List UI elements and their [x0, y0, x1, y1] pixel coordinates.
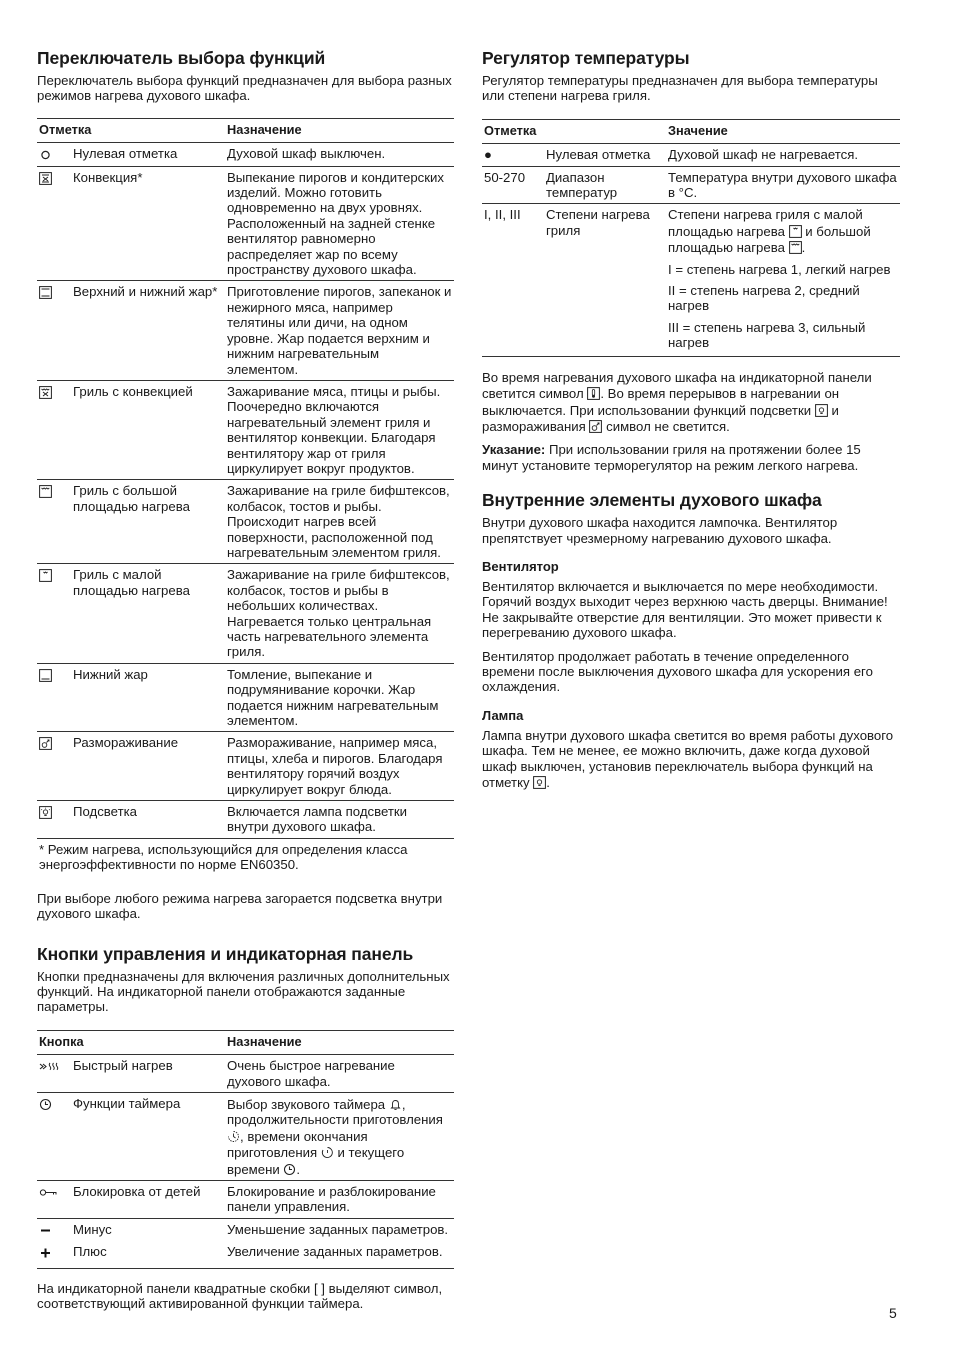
grill-level-1: I = степень нагрева 1, легкий нагрев — [668, 261, 891, 277]
bottom-heat-icon — [39, 669, 52, 682]
row-label: Гриль с большой площадью нагрева — [71, 480, 225, 564]
buttons-intro: Кнопки предназначены для включения различных дополнительных функций. На индикаторной панели отображаются заданные параметры. — [37, 968, 450, 1015]
grill-large-icon — [39, 485, 52, 498]
table-row — [482, 204, 900, 356]
row-desc: Уменьшение заданных параметров. — [227, 1221, 449, 1237]
table-row — [37, 480, 454, 564]
temperature-table — [482, 119, 900, 357]
end-time-icon — [321, 1146, 334, 1159]
buttons-table-header-button: Кнопка — [37, 1030, 225, 1054]
buttons-table — [37, 1030, 454, 1269]
row-label: Минус — [73, 1221, 112, 1237]
table-row — [37, 1092, 454, 1180]
row-desc: Увеличение заданных параметров. — [225, 1241, 454, 1268]
function-selector-intro: Переключатель выбора функций предназначен для выбора разных режимов нагрева духового шкафа. — [37, 73, 452, 104]
desc-part: и большой площадью нагрева — [668, 223, 871, 256]
table-row — [482, 166, 900, 204]
desc-part: , времени окончания приготовления — [227, 1128, 368, 1161]
temperature-table-header-mark: Отметка — [482, 119, 666, 143]
row-desc: Зажаривание мяса, птицы и рыбы. Поочередно включаются нагревательный элемент гриля и вентилятор конвекции. Благодаря вентилятору жар от гриля циркулирует вокруг продуктов. — [225, 380, 454, 479]
row-desc: Выпекание пирогов и кондитерских изделий. Можно готовить одновременно на двух уровнях. Расположенный на задней стенке вентилятор равномерно распределяет жар по всему пространству духового шкафа. — [225, 166, 454, 281]
row-desc: Зажаривание на гриле бифштексов, колбасок, тостов и рыбы. Происходит нагрев всей поверхности, расположенной под нагревательным элементом гриля. — [225, 480, 454, 564]
table-row — [37, 564, 454, 663]
function-note: При выборе любого режима нагрева загорается подсветка внутри духового шкафа. — [37, 890, 443, 922]
clock-icon — [283, 1163, 296, 1176]
lamp-title: Лампа — [482, 707, 524, 723]
desc-part: . — [801, 240, 806, 256]
convection-icon — [39, 172, 52, 185]
fast-heat-icon — [39, 1060, 65, 1073]
table-row — [37, 663, 454, 732]
grill-level-3: III = степень нагрева 3, сильный нагрев — [668, 319, 866, 351]
key-icon — [39, 1186, 59, 1199]
page-number: 5 — [889, 1305, 897, 1321]
row-desc — [225, 1092, 454, 1180]
row-desc: Духовой шкаф выключен. — [225, 143, 454, 166]
fan-title: Вентилятор — [482, 558, 559, 574]
note-part: символ не светится. — [602, 418, 730, 434]
row-desc: Зажаривание на гриле бифштексов, колбасок, тостов и рыбы в небольших количествах. Нагревается только центральная часть нагревательного элемента гриля. — [225, 564, 454, 663]
function-table — [37, 118, 454, 839]
row-label: Подсветка — [71, 801, 225, 839]
lamp-icon — [533, 776, 546, 789]
note-part: Во время нагревания духового шкафа на индикаторной панели светится символ — [482, 369, 872, 402]
hint-text: При использовании гриля на протяжении более 15 минут установите терморегулятор на режим легкого нагрева. — [482, 442, 861, 473]
temperature-note — [482, 370, 900, 435]
function-table-header-mark: Отметка — [37, 118, 225, 142]
row-desc: Температура внутри духового шкафа в °C. — [666, 166, 900, 204]
desc-part: и текущего времени — [227, 1145, 405, 1177]
row-label: Нижний жар — [71, 663, 225, 732]
row-desc — [666, 204, 900, 356]
row-label: Степени нагрева гриля — [544, 204, 666, 356]
row-desc: Блокирование и разблокирование панели управления. — [225, 1180, 454, 1218]
inner-elements-title: Внутренние элементы духового шкафа — [482, 490, 822, 511]
row-label: Верхний и нижний жар* — [71, 281, 225, 380]
lamp-text: Лампа внутри духового шкафа светится во время работы духового шкафа. Тем не менее, ее можно включить, даже когда духовой шкаф выключен, установив переключатель выбора функций на отметку — [482, 727, 894, 790]
row-mark: ● — [482, 144, 544, 166]
table-row — [37, 281, 454, 380]
row-label: Быстрый нагрев — [71, 1055, 225, 1093]
thermometer-icon — [587, 387, 600, 400]
row-label: Нулевая отметка — [544, 144, 666, 166]
defrost-icon — [589, 420, 602, 433]
row-mark: 50-270 — [482, 166, 544, 204]
table-row — [37, 380, 454, 479]
row-label: Диапазон температур — [544, 166, 666, 204]
row-label: Плюс — [71, 1241, 225, 1268]
row-label: Гриль с конвекцией — [71, 380, 225, 479]
buttons-note: На индикаторной панели квадратные скобки [ ] выделяют символ, соответствующий активированной функции таймера. — [37, 1280, 443, 1311]
hint-label: Указание: — [482, 442, 546, 458]
top-bottom-heat-icon — [39, 286, 52, 299]
desc-part: Степени нагрева гриля с малой площадью нагрева — [668, 207, 863, 239]
row-label: Размораживание — [71, 732, 225, 801]
desc-part: , продолжительности приготовления — [227, 1096, 443, 1128]
row-label: Конвекция* — [71, 166, 225, 281]
row-label: Функции таймера — [71, 1092, 225, 1180]
buttons-table-header-purpose: Назначение — [225, 1030, 454, 1054]
grill-level-2: II = степень нагрева 2, средний нагрев — [668, 283, 860, 314]
row-label: Гриль с малой площадью нагрева — [71, 564, 225, 663]
fan-paragraph-1: Вентилятор включается и выключается по мере необходимости. Горячий воздух выходит через верхнюю часть дверцы. Внимание! Не закрывайте отверстие для вентиляции. Это может привести к перегреванию духового шкафа. — [482, 578, 888, 641]
table-row — [37, 166, 454, 281]
table-row — [37, 732, 454, 801]
buttons-title: Кнопки управления и индикаторная панель — [37, 943, 414, 964]
row-desc: Включается лампа подсветки внутри духового шкафа. — [225, 801, 454, 839]
table-row — [482, 144, 900, 166]
lamp-text-end: . — [546, 775, 550, 790]
grill-small-icon — [39, 569, 52, 582]
left-column — [37, 48, 454, 1311]
defrost-icon — [39, 737, 52, 750]
note-part: и размораживания — [482, 402, 839, 434]
function-selector-title: Переключатель выбора функций — [37, 48, 326, 68]
temperature-table-header-value: Значение — [666, 119, 900, 143]
row-label: Нулевая отметка — [71, 143, 225, 166]
table-row — [37, 1218, 454, 1241]
row-desc: Духовой шкаф не нагревается. — [666, 144, 900, 166]
row-desc: Очень быстрое нагревание духового шкафа. — [225, 1055, 454, 1093]
function-footnote: * Режим нагрева, использующийся для определения класса энергоэффективности по норме EN60350. — [39, 841, 408, 873]
row-desc: Размораживание, например мяса, птицы, хлеба и пирогов. Благодаря вентилятору горячий воздух циркулирует вокруг блюда. — [225, 732, 454, 801]
temperature-intro: Регулятор температуры предназначен для выбора температуры или степени нагрева гриля. — [482, 73, 878, 104]
table-row — [37, 801, 454, 839]
note-part: . Во время перерывов в нагревании он выключается. При использовании функций подсветки — [482, 386, 840, 418]
timer-icon — [39, 1098, 52, 1111]
row-desc: Томление, выпекание и подрумянивание корочки. Жар подается нижним нагревательным элементом. — [225, 663, 454, 732]
temperature-title: Регулятор температуры — [482, 48, 690, 68]
inner-elements-intro: Внутри духового шкафа находится лампочка. Вентилятор препятствует чрезмерному нагреванию духового шкафа. — [482, 515, 838, 546]
hint — [482, 442, 900, 473]
function-table-header-purpose: Назначение — [225, 118, 454, 142]
fan-paragraph-2: Вентилятор продолжает работать в течение определенного времени после выключения духового шкафа для ускорения его охлаждения. — [482, 648, 873, 695]
right-column — [482, 48, 900, 790]
grill-levels-desc — [668, 207, 898, 255]
grill-convection-icon — [39, 386, 52, 399]
desc-part: Выбор звукового таймера — [227, 1096, 389, 1112]
plus-icon — [39, 1246, 52, 1259]
grill-large-icon — [789, 241, 802, 254]
desc-part: . — [296, 1161, 301, 1177]
minus-icon — [39, 1224, 52, 1237]
bell-icon — [389, 1098, 402, 1111]
zero-circle-icon — [39, 148, 52, 161]
table-row — [37, 1055, 454, 1093]
grill-small-icon — [789, 225, 802, 238]
lamp-icon — [815, 404, 828, 417]
row-mark: I, II, III — [482, 204, 544, 356]
table-row — [37, 1180, 454, 1218]
table-row — [37, 1241, 454, 1268]
table-row — [37, 143, 454, 166]
duration-icon — [227, 1130, 240, 1143]
lamp-icon — [39, 806, 52, 819]
row-desc: Приготовление пирогов, запеканок и нежирного мяса, например телятины или дичи, на одном уровне. Жар подается верхним и нижним нагревательным элементом. — [225, 281, 454, 380]
lamp-paragraph — [482, 728, 900, 791]
row-label: Блокировка от детей — [71, 1180, 225, 1218]
